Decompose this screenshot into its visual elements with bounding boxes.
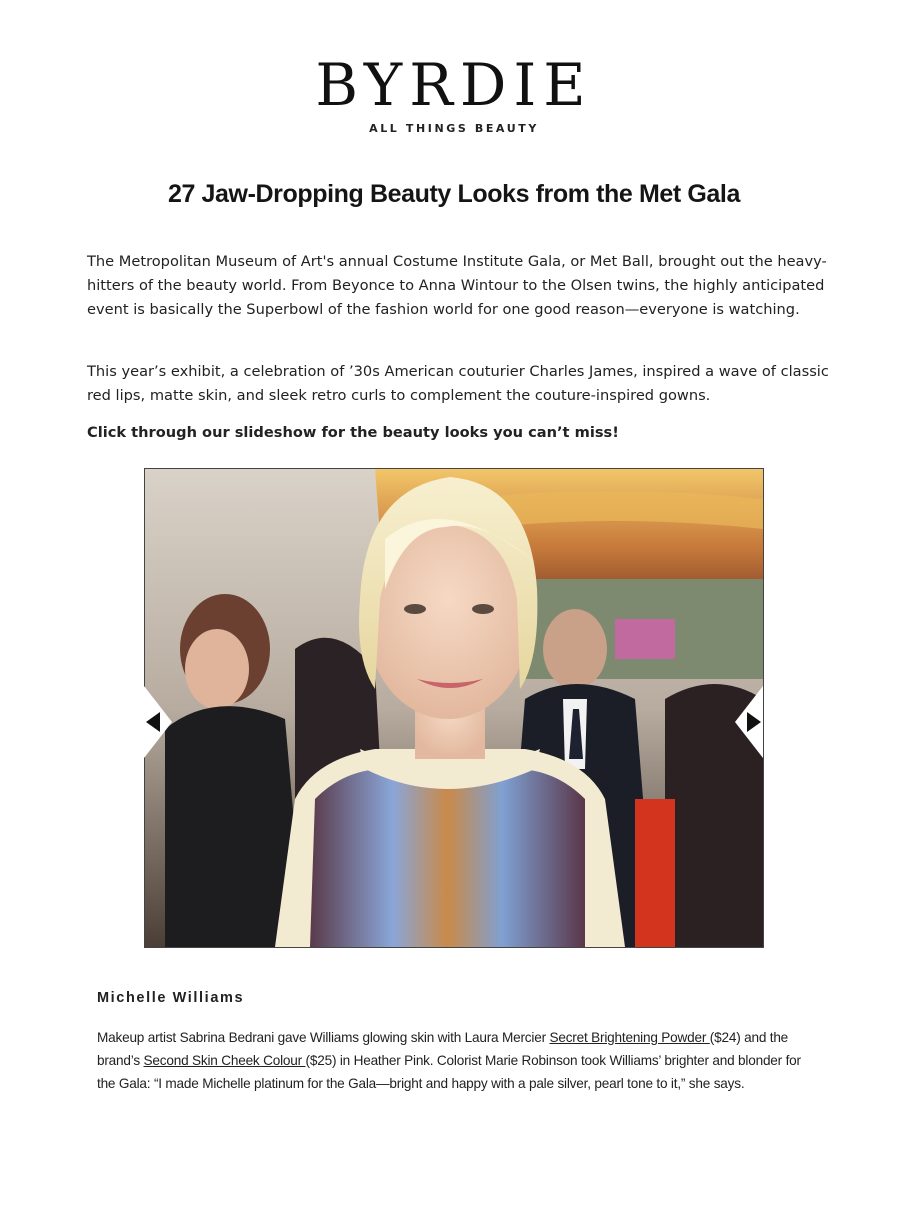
intro-paragraph-2: This year’s exhibit, a celebration of ’30s American couturier Charles James, inspired a wave of classic red lips, matte skin, and sleek retro curls to complement the couture-inspired gowns.	[87, 363, 829, 404]
slideshow-image[interactable]	[144, 468, 764, 948]
caption-text-3: ($25) in Heather Pink. Colorist Marie Robinson took Williams’ brighter and blonder for the Gala: “I made Michelle platinum for the Gala—bright and happy with a pale silver, pearl tone to it,” she says.	[97, 1053, 801, 1091]
slide-caption	[97, 1026, 812, 1095]
slideshow-prev-button[interactable]	[144, 686, 172, 758]
caption-text-1: Makeup artist Sabrina Bedrani gave Williams glowing skin with Laura Mercier	[97, 1030, 550, 1045]
triangle-left-icon	[144, 686, 172, 758]
second-skin-cheek-colour-link[interactable]: Second Skin Cheek Colour	[143, 1053, 306, 1068]
secret-brightening-powder-link[interactable]: Secret Brightening Powder	[549, 1030, 710, 1045]
slide-caption-title: Michelle Williams	[97, 990, 245, 1006]
slideshow-cta: Click through our slideshow for the beauty looks you can’t miss!	[87, 424, 619, 441]
caption-text-2: ($24) and the brand’s	[97, 1030, 789, 1068]
intro-paragraph-1: The Metropolitan Museum of Art's annual Costume Institute Gala, or Met Ball, brought out the heavy-hitters of the beauty world. From Beyonce to Anna Wintour to the Olsen twins, the highly anticipated event is basically the Superbowl of the fashion world for one good reason—everyone is watching.	[87, 253, 827, 318]
slideshow-next-button[interactable]	[735, 686, 763, 758]
article-title: 27 Jaw-Dropping Beauty Looks from the Met Gala	[168, 180, 740, 208]
byrdie-logo[interactable]: BYRDIE	[315, 51, 593, 119]
triangle-right-icon	[735, 686, 763, 758]
met-gala-photo	[145, 469, 763, 947]
logo-tagline: ALL THINGS BEAUTY	[369, 122, 539, 135]
